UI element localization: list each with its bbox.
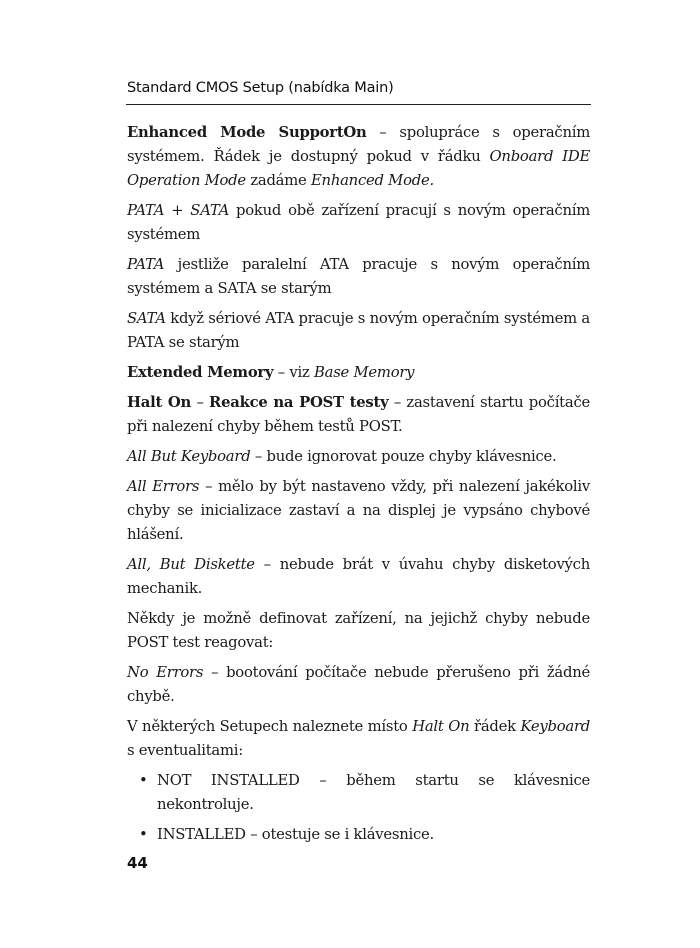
page-number: 44 — [127, 854, 148, 872]
text: V některých Setupech naleznete místo — [127, 718, 413, 735]
reference: Base Memory — [314, 364, 415, 381]
text: – zastavení startu počítače při nalezení chyby během testů POST. — [127, 394, 590, 435]
paragraph-devices — [127, 607, 590, 655]
paragraph-all-but-diskette — [127, 553, 590, 601]
term: PATA — [127, 256, 165, 273]
paragraph-keyboard — [127, 715, 590, 763]
text: zadáme — [245, 172, 311, 189]
text: – mělo by být nastaveno vždy, při nalezení jakékoliv chyby se inicializace zastaví a na displej je vypsáno chybové hlášení. — [127, 478, 590, 543]
body-text — [127, 121, 590, 853]
paragraph-pata-sata — [127, 199, 590, 247]
text: Někdy je možně definovat zařízení, na jejichž chyby nebude POST test reagovat: — [127, 610, 590, 651]
header-rule — [126, 104, 591, 105]
list-item — [127, 769, 590, 817]
text: jestliže paralelní ATA pracuje s novým operačním systémem a SATA se starým — [127, 256, 590, 297]
term: All Errors — [127, 478, 200, 495]
term: All, But Diskette — [127, 556, 255, 573]
term: Halt On — [127, 394, 192, 411]
emphasis: Enhanced Mode. — [310, 172, 434, 189]
text: když sériové ATA pracuje s novým operačním systémem a PATA se starým — [127, 310, 590, 351]
term: Extended Memory — [127, 364, 274, 381]
text: – spolupráce s operačním systémem. Řádek je dostupný pokud v řádku — [127, 124, 590, 165]
paragraph-all-but-keyboard — [127, 445, 590, 469]
term: All But Keyboard — [127, 448, 251, 465]
term: Enhanced Mode SupportOn — [127, 124, 367, 141]
paragraph-enhanced-mode — [127, 121, 590, 193]
text: pokud obě zařízení pracují s novým operačním systémem — [127, 202, 590, 243]
paragraph-sata — [127, 307, 590, 355]
emphasis: Halt On — [412, 718, 470, 735]
list-item-text: INSTALLED – otestuje se i klávesnice. — [157, 826, 435, 843]
bullet-icon: • — [139, 826, 148, 843]
emphasis: Onboard IDE Operation Mode — [127, 148, 591, 189]
paragraph-all-errors — [127, 475, 590, 547]
text: – nebude brát v úvahu chyby disketových mechanik. — [127, 556, 590, 597]
separator: – — [191, 394, 210, 411]
term: SATA — [127, 310, 166, 327]
bullet-list — [127, 769, 590, 847]
text: – bude ignorovat pouze chyby klávesnice. — [250, 448, 557, 465]
paragraph-pata — [127, 253, 590, 301]
list-item-text: NOT INSTALLED – během startu se klávesnice nekontroluje. — [157, 772, 590, 813]
term: No Errors — [127, 664, 204, 681]
paragraph-halt-on — [127, 391, 590, 439]
list-item — [127, 823, 590, 847]
paragraph-extended-memory — [127, 361, 590, 385]
term: PATA + SATA — [127, 202, 230, 219]
text: s eventualitami: — [127, 742, 243, 759]
bullet-icon: • — [139, 772, 148, 789]
paragraph-no-errors — [127, 661, 590, 709]
term: Reakce na POST testy — [209, 394, 389, 411]
emphasis: Keyboard — [520, 718, 590, 735]
text: – viz — [273, 364, 314, 381]
text: řádek — [469, 718, 521, 735]
running-header: Standard CMOS Setup (nabídka Main) — [127, 80, 394, 96]
text: – bootování počítače nebude přerušeno při žádné chybě. — [127, 664, 590, 705]
